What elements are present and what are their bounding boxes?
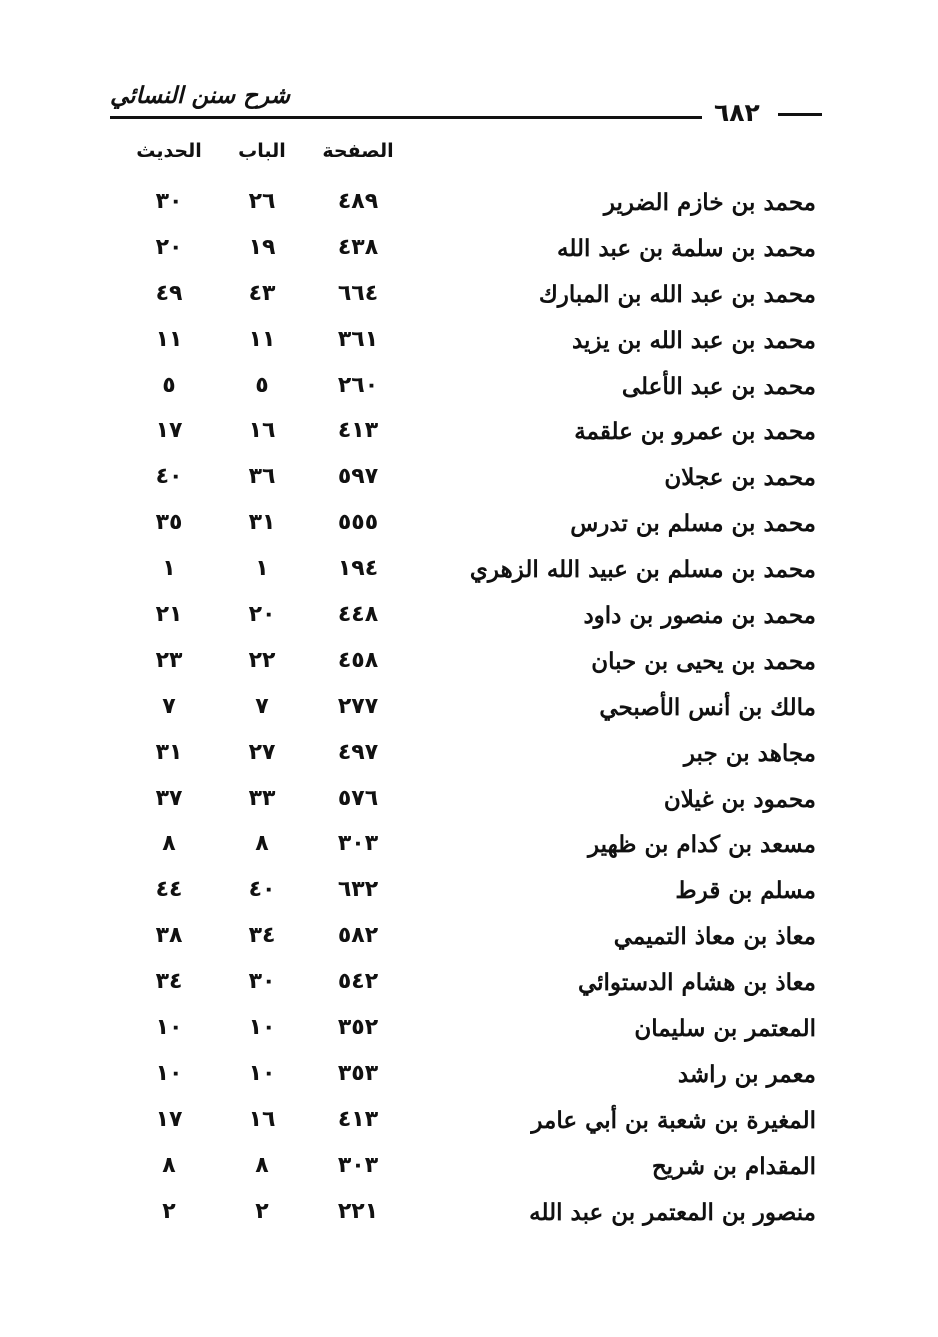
page-value: ١٩٤: [337, 556, 379, 582]
bab-value: ٤٣: [248, 280, 276, 306]
hadith-value: ٤٩: [155, 280, 183, 306]
table-row: [0, 827, 938, 873]
page-value: ٣٥٢: [337, 1015, 379, 1041]
table-row: [0, 598, 938, 644]
page-value: ٥٧٦: [337, 785, 379, 811]
page-value: ٦٦٤: [337, 280, 379, 306]
bab-value: ٨: [255, 831, 269, 857]
table-row: [0, 919, 938, 965]
page-value: ٥٨٢: [337, 923, 379, 949]
page-header: [110, 82, 822, 130]
page-value: ٤٣٨: [337, 234, 379, 260]
narrator-name: المقدام بن شريح: [651, 1152, 816, 1180]
page-value: ٤٨٩: [337, 189, 379, 214]
hadith-value: ٣٧: [155, 785, 183, 811]
bab-value: ٢٢: [248, 647, 276, 673]
narrator-name: محمد بن منصور بن داود: [583, 602, 816, 630]
narrator-name: محمد بن سلمة بن عبد الله: [557, 234, 816, 262]
table-row: [0, 414, 938, 460]
narrator-name: محمد بن عجلان: [664, 464, 816, 492]
table-row: [0, 782, 938, 828]
bab-value: ٥: [255, 372, 269, 398]
column-heading-hadith: الحديث: [136, 140, 202, 162]
table-row: [0, 965, 938, 1011]
bab-value: ٢: [255, 1198, 269, 1224]
narrator-name: محمد بن عمرو بن علقمة: [574, 418, 816, 446]
bab-value: ٣٦: [248, 464, 276, 490]
narrator-name: المعتمر بن سليمان: [634, 1015, 816, 1043]
narrator-name: محمد بن مسلم بن عبيد الله الزهري: [469, 556, 816, 584]
page-value: ٣٠٣: [337, 1152, 379, 1178]
bab-value: ٣٠: [248, 969, 276, 995]
bab-value: ٧: [255, 693, 269, 719]
hadith-value: ٨: [162, 1152, 176, 1178]
table-row: [0, 460, 938, 506]
page-value: ٣٥٣: [337, 1060, 379, 1086]
hadith-value: ٢٠: [155, 234, 183, 260]
bab-value: ٣١: [248, 510, 276, 536]
table-row: [0, 690, 938, 736]
hadith-value: ٨: [162, 831, 176, 857]
bab-value: ١٦: [248, 418, 276, 444]
page-value: ٣٠٣: [337, 831, 379, 857]
table-row: [0, 506, 938, 552]
narrator-name: معمر بن راشد: [677, 1060, 816, 1088]
bab-value: ٢٦: [248, 189, 276, 214]
table-row: [0, 736, 938, 782]
narrator-name: مالك بن أنس الأصبحي: [599, 693, 816, 721]
column-heading-page: الصفحة: [322, 140, 394, 162]
hadith-value: ١: [162, 556, 176, 582]
book-title: شرح سنن النسائي: [110, 82, 290, 109]
bab-value: ٣٤: [248, 923, 276, 949]
table-row: [0, 369, 938, 415]
page-value: ٦٣٢: [337, 877, 379, 903]
narrator-name: محمود بن غيلان: [663, 785, 816, 813]
page-value: ٤١٣: [337, 1106, 379, 1132]
bab-value: ٣٣: [248, 785, 276, 811]
table-row: [0, 1195, 938, 1241]
page-value: ٤٩٧: [337, 739, 379, 765]
narrator-name: محمد بن مسلم بن تدرس: [570, 510, 816, 538]
hadith-value: ٣١: [155, 739, 183, 765]
header-rule: [110, 116, 702, 119]
page-number: ٦٨٢: [714, 98, 760, 127]
hadith-value: ٣٤: [155, 969, 183, 995]
bab-value: ٢٧: [248, 739, 276, 765]
table-row: [0, 231, 938, 277]
table-row: [0, 1149, 938, 1195]
bab-value: ١٠: [248, 1060, 276, 1086]
page-value: ٥٩٧: [337, 464, 379, 490]
hadith-value: ٣٨: [155, 923, 183, 949]
bab-value: ١٠: [248, 1015, 276, 1041]
bab-value: ١: [255, 556, 269, 582]
page-value: ٥٥٥: [337, 510, 379, 536]
hadith-value: ٣٥: [155, 510, 183, 536]
page-value: ٤٤٨: [337, 602, 379, 628]
page-value: ٤١٣: [337, 418, 379, 444]
table-row: [0, 552, 938, 598]
hadith-value: ٧: [162, 693, 176, 719]
narrator-name: محمد بن يحيى بن حبان: [591, 647, 816, 675]
page-number-dash: [778, 113, 822, 116]
hadith-value: ١٧: [155, 418, 183, 444]
narrator-name: مسلم بن قرط: [675, 877, 816, 905]
table-row: [0, 1011, 938, 1057]
bab-value: ٢٠: [248, 602, 276, 628]
narrator-name: محمد بن عبد الأعلى: [621, 372, 816, 400]
table-row: [0, 277, 938, 323]
table-row: [0, 185, 938, 231]
bab-value: ١٦: [248, 1106, 276, 1132]
page-value: ٢٦٠: [337, 372, 379, 398]
table-row: [0, 644, 938, 690]
hadith-value: ٤٠: [155, 464, 183, 490]
hadith-value: ٥: [162, 372, 176, 398]
table-row: [0, 1103, 938, 1149]
column-headings: [0, 140, 938, 170]
narrator-name: محمد بن عبد الله بن المبارك: [538, 280, 816, 308]
page-value: ٢٢١: [337, 1198, 379, 1224]
narrator-name: منصور بن المعتمر بن عبد الله: [529, 1198, 816, 1226]
bab-value: ٤٠: [248, 877, 276, 903]
narrator-name: المغيرة بن شعبة بن أبي عامر: [531, 1106, 816, 1134]
hadith-value: ٤٤: [155, 877, 183, 903]
hadith-value: ١٧: [155, 1106, 183, 1132]
hadith-value: ١٠: [155, 1015, 183, 1041]
hadith-value: ٣٠: [155, 189, 183, 214]
bab-value: ١٩: [248, 234, 276, 260]
narrator-name: مجاهد بن جبر: [683, 739, 816, 767]
narrator-name: معاذ بن هشام الدستوائي: [577, 969, 816, 997]
narrator-name: محمد بن عبد الله بن يزيد: [571, 326, 816, 354]
table-row: [0, 873, 938, 919]
hadith-value: ٢١: [155, 602, 183, 628]
hadith-value: ١٠: [155, 1060, 183, 1086]
page-value: ٤٥٨: [337, 647, 379, 673]
narrator-name: محمد بن خازم الضرير: [603, 189, 816, 216]
table-row: [0, 323, 938, 369]
bab-value: ١١: [248, 326, 276, 352]
column-heading-bab: الباب: [238, 140, 286, 162]
page-value: ٢٧٧: [337, 693, 379, 719]
hadith-value: ٢٣: [155, 647, 183, 673]
index-table: [0, 185, 938, 1240]
page-value: ٣٦١: [337, 326, 379, 352]
table-row: [0, 1057, 938, 1103]
page-value: ٥٤٢: [337, 969, 379, 995]
hadith-value: ٢: [162, 1198, 176, 1224]
narrator-name: مسعد بن كدام بن ظهير: [587, 831, 816, 859]
bab-value: ٨: [255, 1152, 269, 1178]
hadith-value: ١١: [155, 326, 183, 352]
narrator-name: معاذ بن معاذ التميمي: [613, 923, 816, 951]
